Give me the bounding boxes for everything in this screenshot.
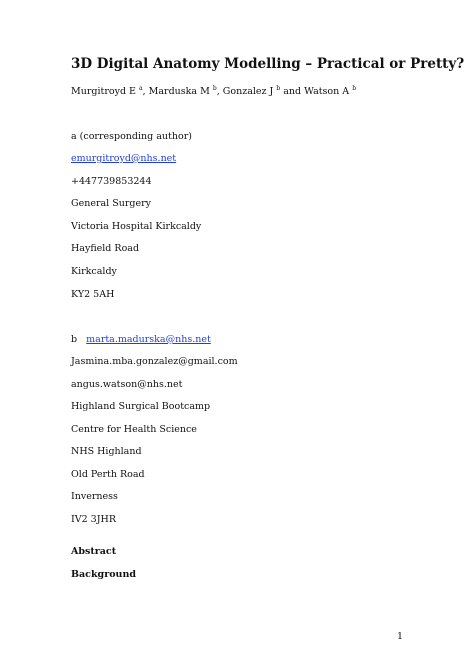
email-address: Jasmina.mba.gonzalez@gmail.com bbox=[71, 356, 238, 367]
paper-title: 3D Digital Anatomy Modelling – Practical or Pretty? bbox=[71, 56, 465, 72]
abstract-heading: Abstract bbox=[71, 546, 117, 557]
affiliation-marker: b bbox=[276, 84, 281, 92]
town: Inverness bbox=[71, 491, 118, 502]
affiliation-b-row bbox=[71, 334, 211, 346]
phone-number: +447739853244 bbox=[71, 176, 152, 187]
postcode: KY2 5AH bbox=[71, 289, 115, 300]
street: Hayfield Road bbox=[71, 243, 140, 254]
background-heading: Background bbox=[71, 569, 136, 580]
email-address: angus.watson@nhs.net bbox=[71, 379, 183, 390]
author-list: Murgitroyd E $^a$, Marduska M $^b$, Gonzalez J $^b$ and Watson A $^b$ bbox=[71, 84, 357, 97]
email-link[interactable]: marta.madurska@nhs.net bbox=[86, 334, 211, 345]
postcode: IV2 3JHR bbox=[71, 514, 116, 525]
corresponding-email-link[interactable]: emurgitroyd@nhs.net bbox=[71, 153, 177, 164]
affiliation-a-label: a (corresponding author) bbox=[71, 131, 192, 142]
affiliation-marker: b bbox=[352, 84, 357, 92]
organisation: Highland Surgical Bootcamp bbox=[71, 401, 211, 412]
town: Kirkcaldy bbox=[71, 266, 117, 277]
author-name: Watson A bbox=[304, 86, 350, 97]
organisation: Centre for Health Science bbox=[71, 424, 197, 435]
affiliation-marker: a bbox=[139, 84, 143, 92]
organisation: NHS Highland bbox=[71, 446, 142, 457]
affiliation-marker: b bbox=[212, 84, 217, 92]
street: Old Perth Road bbox=[71, 469, 145, 480]
author-name: Gonzalez J bbox=[222, 86, 274, 97]
department: General Surgery bbox=[71, 198, 151, 209]
author-name: Murgitroyd E bbox=[71, 86, 136, 97]
page-number: 1 bbox=[396, 631, 403, 642]
affiliation-b-label: b bbox=[71, 334, 78, 345]
author-name: Marduska M bbox=[148, 86, 210, 97]
hospital: Victoria Hospital Kirkcaldy bbox=[71, 221, 202, 232]
